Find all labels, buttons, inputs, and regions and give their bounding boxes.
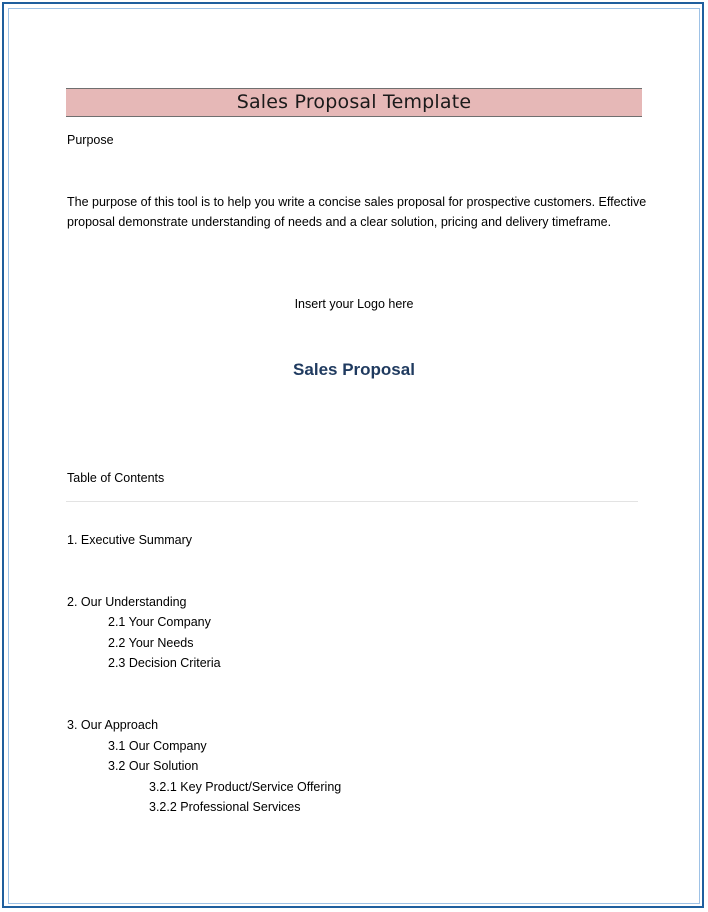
purpose-paragraph xyxy=(67,192,647,232)
logo-placeholder: Insert your Logo here xyxy=(294,297,414,311)
toc-divider xyxy=(66,501,638,502)
toc-item-key-offering: 3.2.1 Key Product/Service Offering xyxy=(149,780,342,794)
toc-label: Table of Contents xyxy=(67,471,165,485)
toc-item-executive-summary: 1. Executive Summary xyxy=(67,533,193,547)
proposal-heading: Sales Proposal xyxy=(293,360,415,379)
toc-item-our-understanding: 2. Our Understanding xyxy=(67,595,187,609)
toc-item-decision-criteria: 2.3 Decision Criteria xyxy=(108,656,221,670)
purpose-label: Purpose xyxy=(67,133,114,147)
toc-item-our-approach: 3. Our Approach xyxy=(67,718,159,732)
toc-item-your-company: 2.1 Your Company xyxy=(108,615,211,629)
toc-item-your-needs: 2.2 Your Needs xyxy=(108,636,194,650)
toc-item-our-company: 3.1 Our Company xyxy=(108,739,207,753)
document-title: Sales Proposal Template xyxy=(66,88,642,117)
purpose-line-2: proposal demonstrate understanding of needs and a clear solution, pricing and delivery timeframe. xyxy=(67,215,612,229)
toc-item-our-solution: 3.2 Our Solution xyxy=(108,759,199,773)
toc-item-professional-services: 3.2.2 Professional Services xyxy=(149,800,301,814)
purpose-line-1: The purpose of this tool is to help you write a concise sales proposal for prospective customers. Effective xyxy=(67,195,647,209)
